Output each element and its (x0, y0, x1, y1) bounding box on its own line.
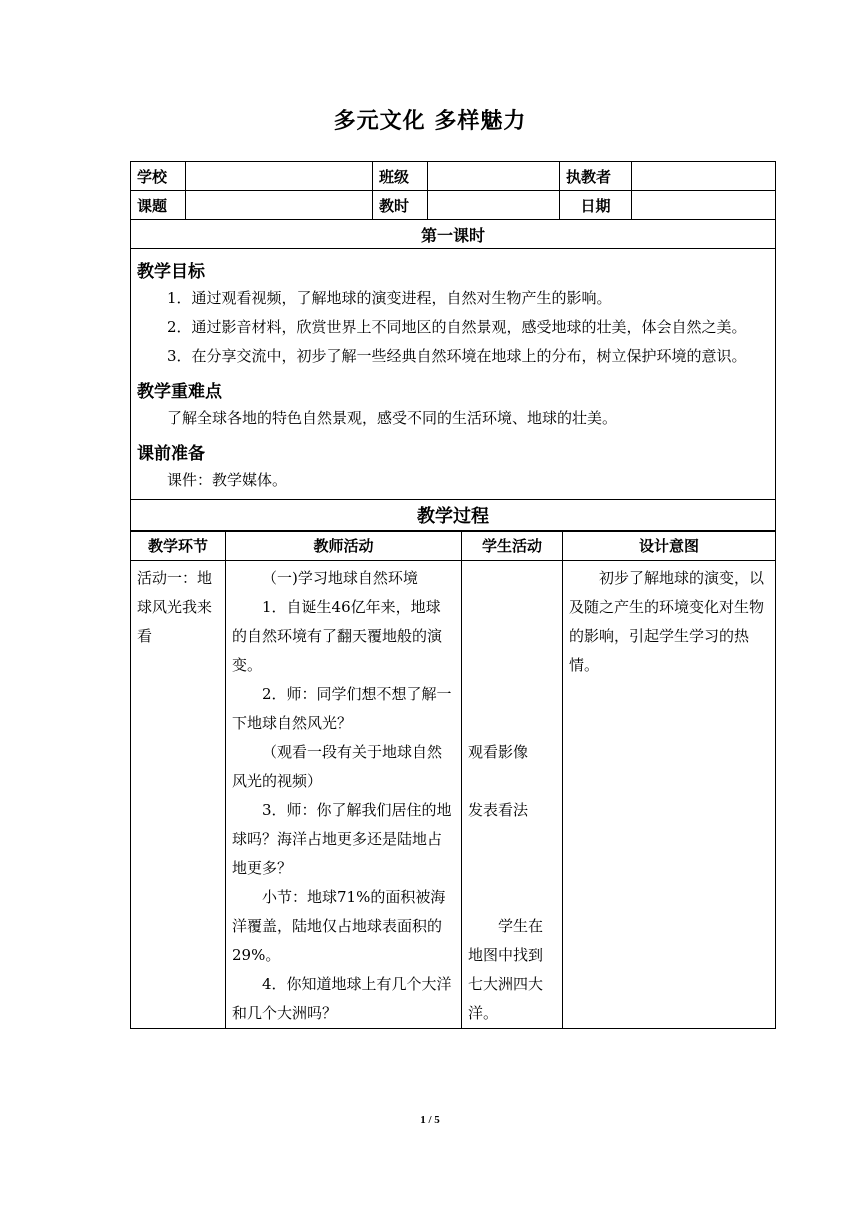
objectives-block (131, 249, 776, 500)
goal-item: 2．通过影音材料，欣赏世界上不同地区的自然景观，感受地球的壮美，体会自然之美。 (167, 318, 747, 336)
school-label: 学校 (131, 162, 186, 191)
topic-label: 课题 (131, 191, 186, 220)
page-number: 1 / 5 (420, 1114, 440, 1126)
key-points-text: 了解全球各地的特色自然景观，感受不同的生活环境、地球的壮美。 (167, 409, 618, 427)
document-title: 多元文化 多样魅力 (333, 108, 527, 134)
preparation-heading: 课前准备 (137, 444, 205, 464)
class-label: 班级 (373, 162, 428, 191)
lesson-title: 第一课时 (131, 220, 776, 249)
student-item: 发表看法 (468, 800, 529, 819)
col-header-intent: 设计意图 (563, 531, 776, 560)
teacher-item: 2．师：同学们想不想了解一下地球自然风光？ (232, 684, 452, 732)
teacher-item: 3．师：你了解我们居住的地球吗？海洋占地更多还是陆地占地更多？ (232, 800, 452, 877)
segment-text: 活动一：地球风光我来看 (137, 568, 213, 645)
period-value (428, 191, 560, 220)
class-value (428, 162, 560, 191)
goals-heading: 教学目标 (137, 262, 205, 282)
student-activity-cell (462, 560, 563, 1028)
key-points-heading: 教学重难点 (137, 382, 222, 402)
teacher-item: 1．自诞生46亿年来，地球的自然环境有了翻天覆地般的演变。 (232, 597, 443, 674)
school-value (186, 162, 373, 191)
process-header-table (130, 531, 776, 561)
teacher-value (632, 162, 776, 191)
preparation-text: 课件：教学媒体。 (167, 471, 288, 489)
intent-text: 初步了解地球的演变，以及随之产生的环境变化对生物的影响，引起学生学习的热情。 (569, 568, 765, 674)
col-header-teacher: 教师活动 (226, 531, 462, 560)
topic-value (186, 191, 373, 220)
goal-item: 3．在分享交流中，初步了解一些经典自然环境在地球上的分布，树立保护环境的意识。 (167, 347, 747, 365)
goal-item: 1．通过观看视频，了解地球的演变进程，自然对生物产生的影响。 (167, 289, 612, 307)
date-value (632, 191, 776, 220)
design-intent-cell (563, 560, 776, 1028)
segment-cell (131, 560, 226, 1028)
student-item: 观看影像 (468, 742, 529, 761)
teacher-label: 执教者 (560, 162, 632, 191)
teacher-item: （一)学习地球自然环境 (262, 568, 418, 587)
teacher-item: 4．你知道地球上有几个大洋和几个大洲吗？ (232, 974, 452, 1022)
teacher-item: 小节：地球71%的面积被海洋覆盖，陆地仅占地球表面积的29%。 (232, 887, 446, 964)
student-item: 学生在地图中找到七大洲四大洋。 (468, 916, 544, 1022)
col-header-student: 学生活动 (462, 531, 563, 560)
process-heading: 教学过程 (131, 500, 776, 531)
col-header-segment: 教学环节 (131, 531, 226, 560)
lesson-plan-table (130, 161, 776, 531)
process-table (130, 560, 776, 1029)
teacher-activity-cell (226, 560, 462, 1028)
date-label: 日期 (560, 191, 632, 220)
period-label: 教时 (373, 191, 428, 220)
teacher-item: （观看一段有关于地球自然风光的视频） (232, 742, 443, 790)
